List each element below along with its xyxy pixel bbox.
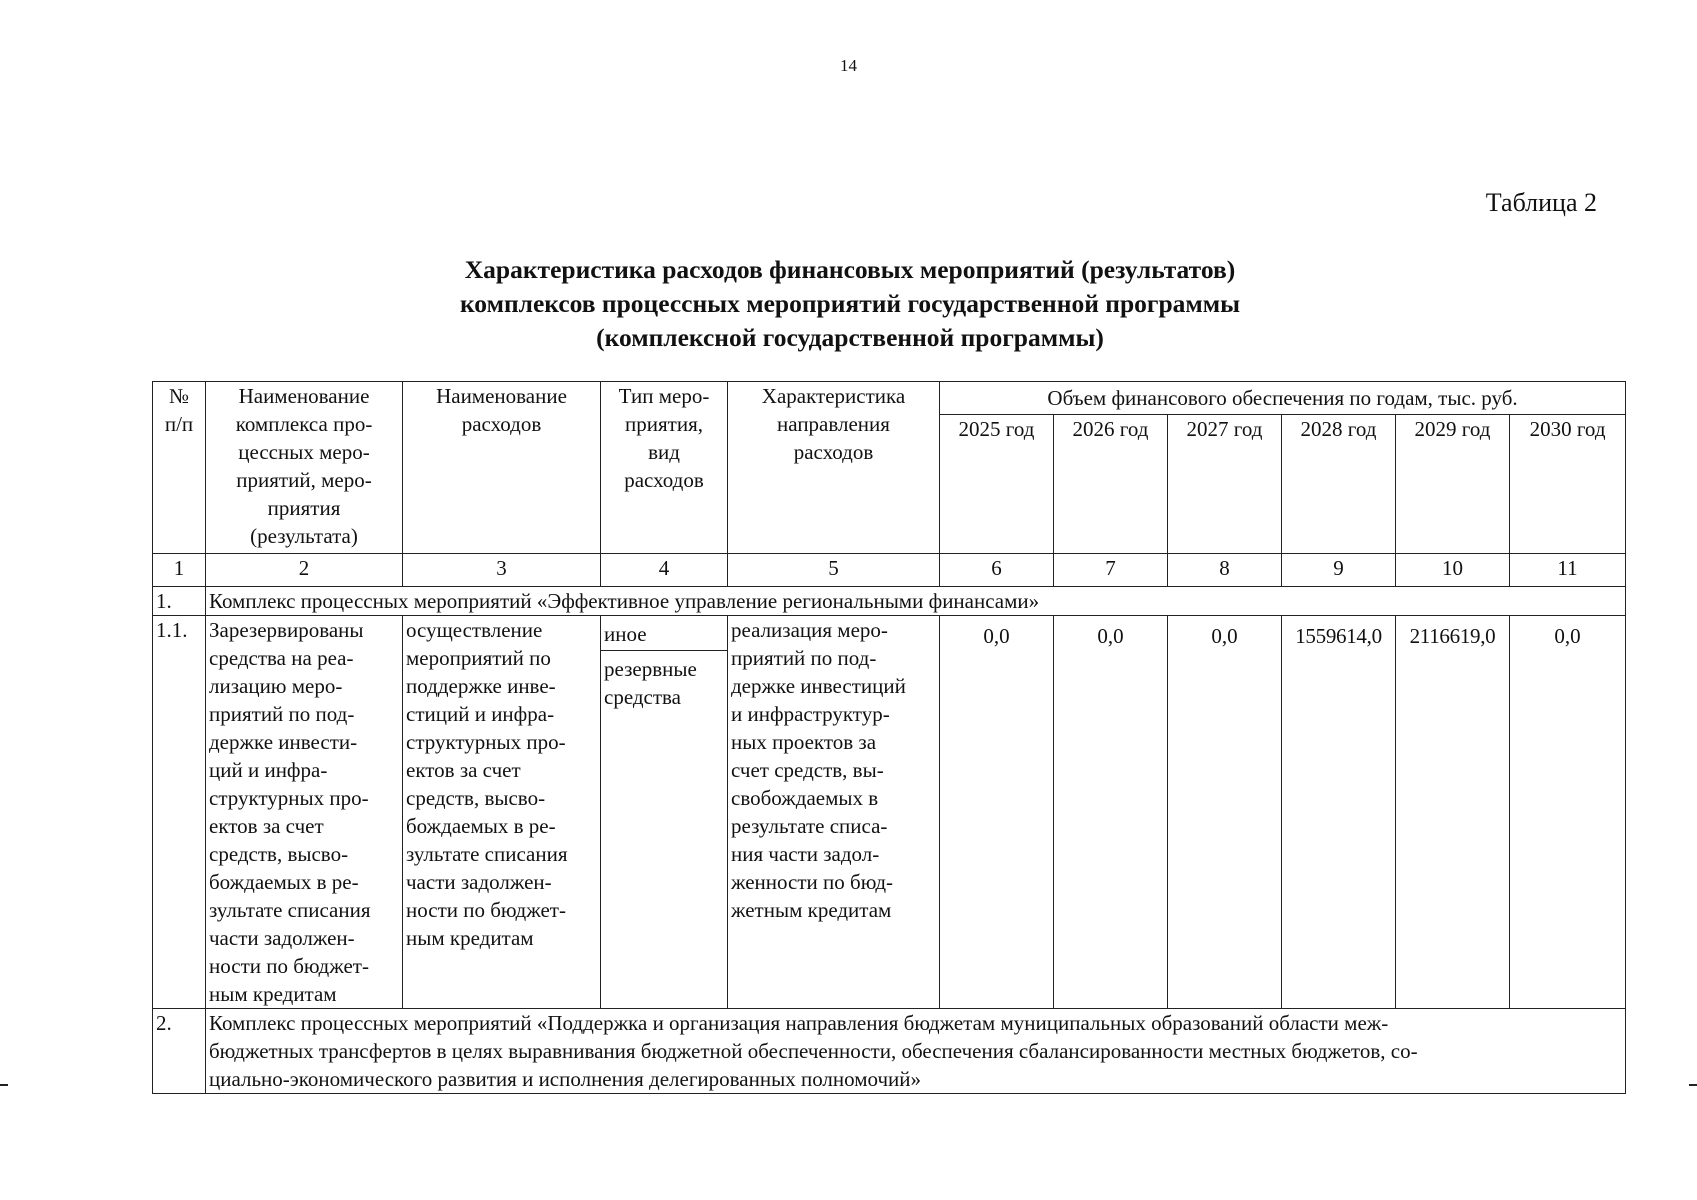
column-number: 1 [153,554,206,587]
header-text: расходов [624,468,704,492]
column-number: 3 [403,554,601,587]
expense-table [152,381,1626,1094]
row-1-1-direction [728,616,940,1009]
text-line: резервные [604,657,697,681]
text-line: стиций и инфра- [406,702,555,726]
document-title [340,253,1360,355]
text-line: приятий по под- [209,702,355,726]
text-line: ных проектов за [731,730,877,754]
column-number: 9 [1282,554,1396,587]
text-line: ным кредитам [209,982,337,1006]
header-col-expense-name [403,382,601,554]
right-edge-mark [1689,1084,1697,1086]
table-label: Таблица 2 [1485,188,1597,217]
text-line: мероприятий по [406,646,551,670]
left-edge-mark [0,1084,8,1086]
text-line: лизацию меро- [209,674,343,698]
text-line: зультате списания [406,842,568,866]
text-line: ности по бюджет- [406,898,566,922]
column-number: 2 [206,554,403,587]
section-2-title [206,1009,1626,1094]
header-col-complex-name [206,382,403,554]
text-line: держке инвестиций [731,674,906,698]
title-line: (комплексной государственной программы) [596,323,1104,352]
column-number: 8 [1168,554,1282,587]
column-number: 10 [1396,554,1510,587]
text-line: жетным кредитам [731,898,892,922]
header-year-2028: 2028 год [1282,415,1396,554]
column-number: 5 [728,554,940,587]
column-number: 4 [601,554,728,587]
text-line: и инфраструктур- [731,702,890,726]
text-line: Зарезервированы [209,618,364,642]
header-text: приятия [267,496,341,520]
header-year-2030: 2030 год [1510,415,1626,554]
text-line: держке инвести- [209,730,358,754]
section-2-number: 2. [153,1009,206,1094]
text-line: приятий по под- [731,646,877,670]
text-line: структурных про- [406,730,566,754]
header-year-2026: 2026 год [1054,415,1168,554]
amount-2025: 0,0 [940,616,1054,1009]
header-text: № [168,384,190,408]
amount-2026: 0,0 [1054,616,1168,1009]
amount-2028: 1559614,0 [1282,616,1396,1009]
text-line: циально-экономического развития и исполнения делегированных полномочий» [209,1067,922,1091]
header-text: цессных меро- [238,440,370,464]
header-text: Наименование [238,384,370,408]
header-col-number [153,382,206,554]
header-text: приятия, [625,412,703,436]
text-line: средств, высво- [209,842,349,866]
text-line: реализация меро- [731,618,888,642]
row-1-1-type [601,616,728,1009]
section-1-row [153,587,1626,616]
text-line: поддержке инве- [406,674,556,698]
row-1-1 [153,616,1626,1009]
header-text: (результата) [250,524,358,548]
header-text: направления [777,412,890,436]
amount-2029: 2116619,0 [1396,616,1510,1009]
text-line: части задолжен- [209,926,355,950]
header-text: расходов [793,440,874,464]
header-text: приятий, меро- [236,468,372,492]
expense-type: иное [601,616,727,651]
amount-2030: 0,0 [1510,616,1626,1009]
section-1-number: 1. [153,587,206,616]
row-1-1-expense [403,616,601,1009]
header-text: расходов [461,412,542,436]
text-line: ектов за счет [209,814,324,838]
amount-2027: 0,0 [1168,616,1282,1009]
text-line: части задолжен- [406,870,552,894]
text-line: свобождаемых в [731,786,879,810]
text-line: бюджетных трансфертов в целях выравнивания бюджетной обеспеченности, обеспечения сбалансированности местных бюджетов, со- [209,1039,1418,1063]
header-col-type [601,382,728,554]
header-row [153,382,1626,415]
header-year-2025: 2025 год [940,415,1054,554]
expense-kind [601,651,727,715]
header-text: Характеристика [761,384,906,408]
row-1-1-name [206,616,403,1009]
text-line: средства [604,685,682,709]
section-2-row [153,1009,1626,1094]
text-line: средства на реа- [209,646,354,670]
header-text: п/п [164,412,194,436]
text-line: ций и инфра- [209,758,328,782]
title-line: комплексов процессных мероприятий государственной программы [459,289,1241,318]
text-line: ности по бюджет- [209,954,369,978]
text-line: ния части задол- [731,842,880,866]
section-1-title: Комплекс процессных мероприятий «Эффективное управление региональными финансами» [206,587,1626,616]
page-number: 14 [840,56,857,75]
header-year-2027: 2027 год [1168,415,1282,554]
text-line: зультате списания [209,898,371,922]
row-1-1-number: 1.1. [153,616,206,1009]
column-number: 6 [940,554,1054,587]
title-line: Характеристика расходов финансовых мероприятий (результатов) [464,255,1236,284]
column-number: 7 [1054,554,1168,587]
text-line: результате списа- [731,814,888,838]
text-line: осуществление [406,618,543,642]
header-text: вид [648,440,680,464]
header-col-direction [728,382,940,554]
column-number: 11 [1510,554,1626,587]
text-line: Комплекс процессных мероприятий «Поддержка и организация направления бюджетам муниципальных образований области меж- [209,1011,1389,1035]
text-line: счет средств, вы- [731,758,884,782]
header-text: Тип меро- [618,384,710,408]
text-line: средств, высво- [406,786,546,810]
header-year-2029: 2029 год [1396,415,1510,554]
text-line: бождаемых в ре- [209,870,359,894]
text-line: структурных про- [209,786,369,810]
text-line: бождаемых в ре- [406,814,556,838]
text-line: ектов за счет [406,758,521,782]
text-line: ным кредитам [406,926,534,950]
column-number-row [153,554,1626,587]
text-line: женности по бюд- [731,870,894,894]
header-text: комплекса про- [235,412,373,436]
header-funding-group: Объем финансового обеспечения по годам, тыс. руб. [940,382,1626,415]
header-text: Наименование [436,384,567,408]
